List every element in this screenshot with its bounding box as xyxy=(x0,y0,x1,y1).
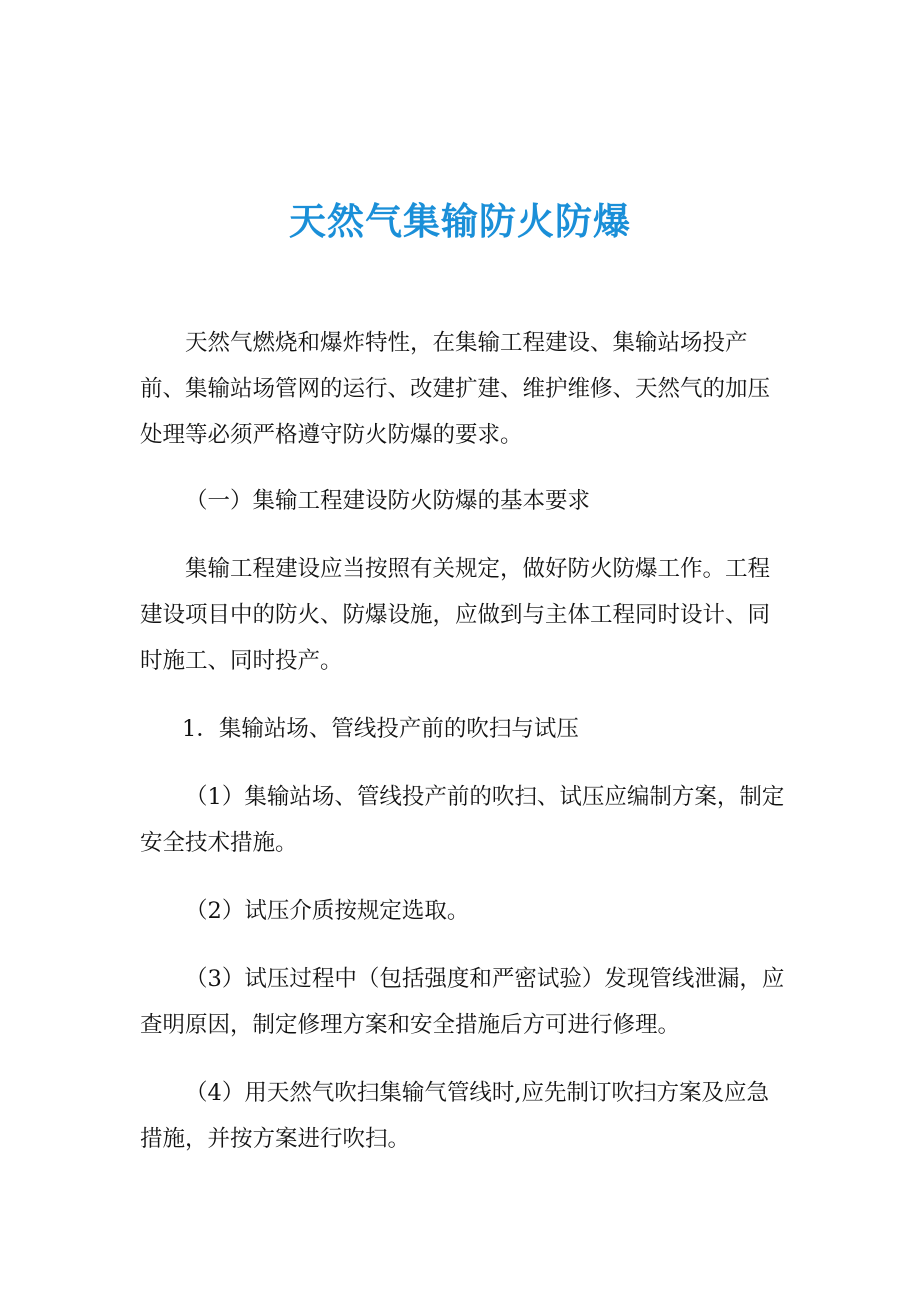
list-item-1: （1）集输站场、管线投产前的吹扫、试压应编制方案，制定安全技术措施。 xyxy=(140,784,785,856)
list-item-2: （2）试压介质按规定选取。 xyxy=(185,898,470,924)
intro-paragraph: 天然气燃烧和爆炸特性，在集输工程建设、集输站场投产前、集输站场管网的运行、改建扩建、维护维修、天然气的加压处理等必须严格遵守防火防爆的要求。 xyxy=(140,330,771,448)
document-title: 天然气集输防火防爆 xyxy=(289,200,631,243)
list-item-4: （4）用天然气吹扫集输气管线时,应先制订吹扫方案及应急措施，并按方案进行吹扫。 xyxy=(140,1080,769,1152)
list-item-3: （3）试压过程中（包括强度和严密试验）发现管线泄漏，应查明原因，制定修理方案和安全措施后方可进行修理。 xyxy=(140,966,785,1038)
section-heading: （一）集输工程建设防火防爆的基本要求 xyxy=(185,488,591,514)
subsection-heading: 1．集输站场、管线投产前的吹扫与试压 xyxy=(182,716,579,742)
section-paragraph: 集输工程建设应当按照有关规定，做好防火防爆工作。工程建设项目中的防火、防爆设施，应做到与主体工程同时设计、同时施工、同时投产。 xyxy=(140,556,771,674)
